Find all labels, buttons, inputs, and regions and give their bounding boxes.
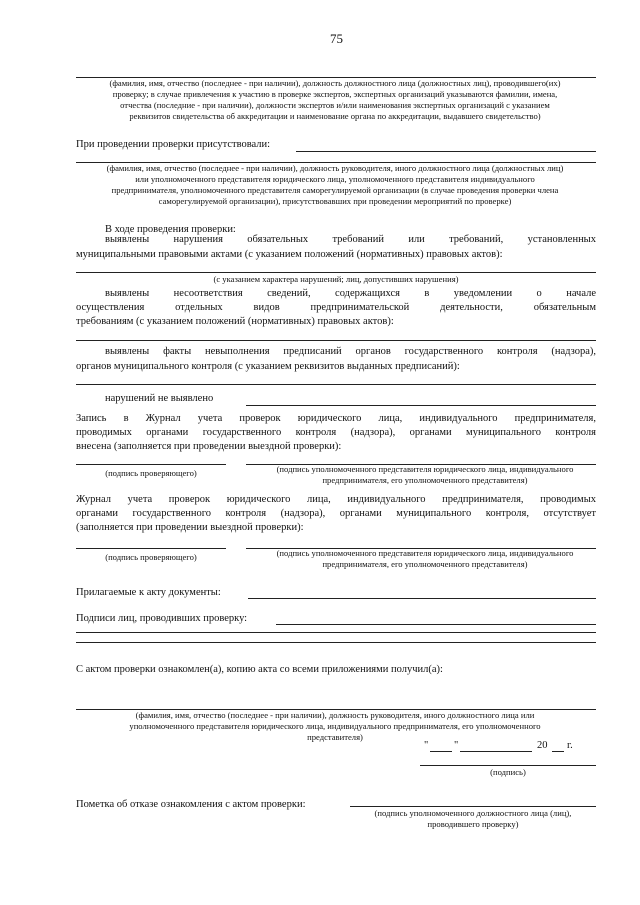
violations-line: [76, 272, 596, 273]
journal-absent-text: органами государственного контроля (надзора), органами муниципального контроля, отсутствует: [76, 508, 596, 519]
refusal-line: [350, 806, 596, 807]
date-year: 20: [537, 740, 548, 751]
signature-line: [76, 548, 226, 549]
journal-text: проводимых органами государственного контроля (надзора), органами муниципального контроля: [76, 427, 596, 438]
note-line: предпринимателя, его уполномоченного представителя): [322, 559, 528, 569]
note-line: представителя): [307, 732, 363, 742]
note-line: (подпись уполномоченного должностного лица (лиц),: [374, 808, 572, 818]
signatures-line-2: [76, 632, 596, 633]
acquainted-note: [70, 710, 600, 743]
note-line: проверку; в случае привлечения к участию в проверке экспертов, экспертных организаций указываются фамилии, имена,: [112, 89, 558, 99]
date-month-line: [460, 751, 532, 752]
orders-text: выявлены факты невыполнения предписаний органов государственного контроля (надзора),: [105, 346, 596, 357]
date-quote: ": [454, 740, 459, 751]
journal-absent-text: (заполняется при проведении выездной проверки):: [76, 522, 304, 533]
signature-line: [76, 464, 226, 465]
refusal-label: Пометка об отказе ознакомления с актом проверки:: [76, 799, 306, 810]
note-line: (подпись уполномоченного представителя юридического лица, индивидуального: [276, 464, 574, 474]
signature-line: [420, 765, 596, 766]
mismatch-text: осуществления отдельных видов предпринимательской деятельности, обязательным: [76, 302, 596, 313]
inspector-note: [60, 78, 610, 122]
mismatch-line: [76, 340, 596, 341]
violations-note: (с указанием характера нарушений; лиц, допустивших нарушения): [213, 274, 459, 284]
note-line: или уполномоченного представителя юридического лица, уполномоченного представителя индивидуального: [135, 174, 535, 184]
note-line: реквизитов свидетельства об аккредитации и наименование органа по аккредитации, выдавшего свидетельство): [129, 111, 541, 121]
date-day-line: [430, 751, 452, 752]
date-year-line: [552, 751, 564, 752]
no-violations-label: нарушений не выявлено: [105, 393, 214, 404]
journal-text: Запись в Журнал учета проверок юридического лица, индивидуального предпринимателя,: [76, 413, 596, 424]
note-line: (фамилия, имя, отчество (последнее - при наличии), должность руководителя, иного должностного лица или: [135, 710, 535, 720]
note-line: предпринимателя, уполномоченного представителя саморегулируемой организации (в случае проведения проверки члена: [111, 185, 559, 195]
acquainted-label: С актом проверки ознакомлен(а), копию акта со всеми приложениями получил(а):: [76, 664, 443, 675]
present-note: [60, 163, 610, 207]
present-label: При проведении проверки присутствовали:: [76, 139, 271, 150]
signature-caption: (подпись проверяющего): [105, 468, 197, 478]
mismatch-text: требованиям (с указанием положений (нормативных) правовых актов):: [76, 316, 394, 327]
note-line: саморегулируемой организации), присутствовавших при проведении мероприятий по проверке): [158, 196, 512, 206]
page-number: 75: [330, 31, 343, 46]
journal-absent-text: Журнал учета проверок юридического лица, индивидуального предпринимателя, проводимых: [76, 494, 596, 505]
signature-caption: [240, 464, 610, 486]
attached-docs-label: Прилагаемые к акту документы:: [76, 587, 221, 598]
signatures-label: Подписи лиц, проводивших проверку:: [76, 613, 248, 624]
refusal-note: [350, 808, 596, 830]
attached-docs-line: [248, 598, 596, 599]
date-quote: ": [424, 740, 429, 751]
journal-text: внесена (заполняется при проведении выездной проверки):: [76, 441, 342, 452]
orders-line: [76, 384, 596, 385]
note-line: (подпись уполномоченного представителя юридического лица, индивидуального: [276, 548, 574, 558]
signature-caption: [240, 548, 610, 570]
present-line: [296, 151, 596, 152]
signatures-line-3: [76, 642, 596, 643]
date-suffix: г.: [567, 740, 573, 751]
note-line: (фамилия, имя, отчество (последнее - при наличии), должность руководителя, иного должностного лица (должностных лиц): [106, 163, 564, 173]
note-line: уполномоченного представителя юридического лица, индивидуального предпринимателя, его уполномоченного: [129, 721, 541, 731]
signature-caption: (подпись): [490, 767, 526, 777]
note-line: (фамилия, имя, отчество (последнее - при наличии), должность должностного лица (должностных лиц), проводившего(их): [109, 78, 561, 88]
during-check-heading: В ходе проведения проверки:: [105, 224, 236, 235]
signatures-line: [276, 624, 596, 625]
signature-caption: (подпись проверяющего): [105, 552, 197, 562]
note-line: отчества (последние - при наличии), должности экспертов и/или наименования экспертных организаций с указанием: [120, 100, 550, 110]
note-line: предпринимателя, его уполномоченного представителя): [322, 475, 528, 485]
mismatch-text: выявлены несоответствия сведений, содержащихся в уведомлении о начале: [105, 288, 596, 299]
violations-text: выявлены нарушения обязательных требований или требований, установленных: [105, 234, 596, 245]
note-line: проводившего проверку): [427, 819, 519, 829]
no-violations-line: [246, 405, 596, 406]
violations-text: муниципальными правовыми актами (с указанием положений (нормативных) правовых актов):: [76, 249, 503, 260]
orders-text: органов муниципального контроля (с указанием реквизитов выданных предписаний):: [76, 361, 460, 372]
